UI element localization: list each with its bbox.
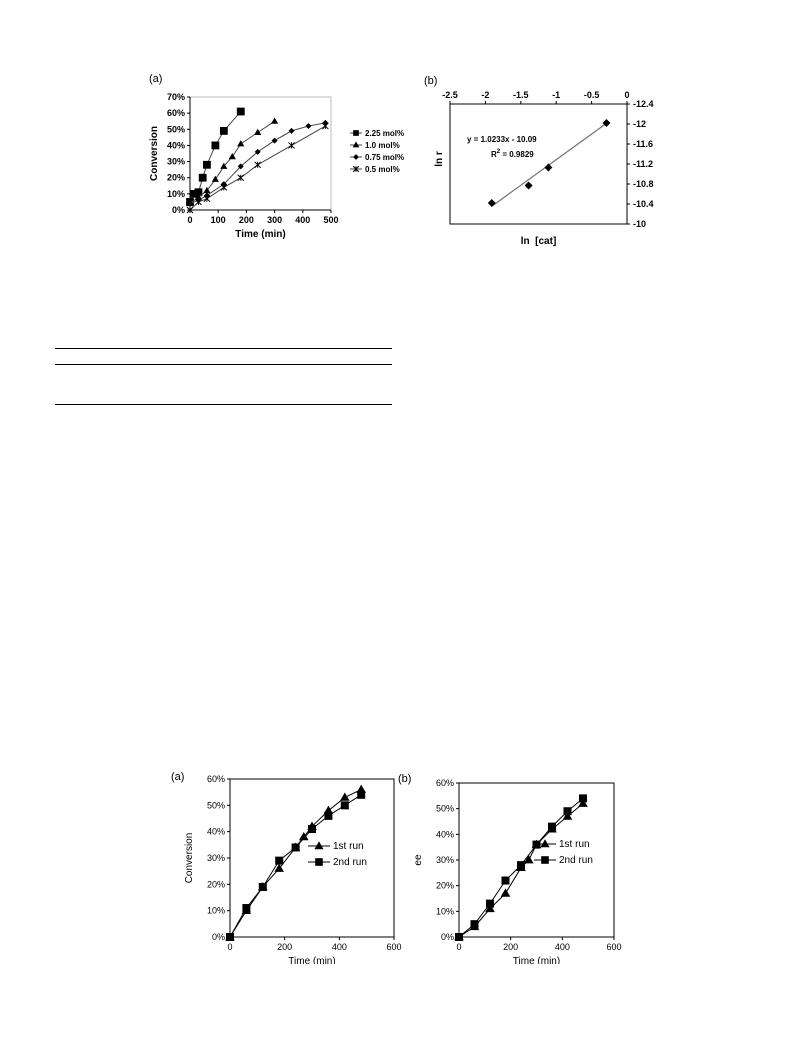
data-point: [341, 801, 349, 809]
y-tick-label: 0%: [440, 932, 454, 942]
data-point: [533, 841, 541, 849]
y-tick-label: 20%: [166, 172, 185, 183]
y-tick-label: 10%: [166, 188, 185, 199]
y-tick-label: 60%: [206, 774, 225, 784]
x-tick-label: 400: [331, 942, 347, 952]
y-axis-title: Conversion: [149, 125, 160, 182]
y-tick-label: 20%: [435, 880, 454, 891]
x-tick-label: -2: [481, 90, 490, 100]
data-point: [471, 920, 479, 928]
y-tick-label: 40%: [206, 826, 225, 837]
y-tick-label: 40%: [166, 140, 185, 151]
y-tick-label: 40%: [435, 829, 454, 840]
chart-svg: [398, 764, 628, 964]
data-point: [564, 807, 572, 815]
y-tick-label: 60%: [435, 778, 454, 788]
chart-recycle-ee: [398, 764, 628, 969]
y-tick-label: -12: [633, 119, 647, 129]
data-point: [324, 812, 332, 820]
data-point: [357, 791, 365, 799]
chart-svg: [168, 764, 408, 964]
legend-label: 1.0 mol%: [365, 141, 400, 150]
y-axis-title: ee: [413, 854, 424, 866]
x-axis-title: ln [cat]: [520, 236, 557, 247]
data-point: [242, 904, 250, 912]
data-point: [237, 108, 245, 116]
data-point: [544, 164, 552, 172]
y-tick-label: -10.8: [633, 179, 654, 189]
data-point: [305, 123, 311, 129]
x-tick-label: -1.5: [513, 90, 529, 100]
data-point: [204, 196, 210, 202]
x-tick-label: 100: [210, 215, 226, 225]
y-tick-label: -12.4: [633, 99, 654, 109]
data-point: [237, 140, 244, 146]
x-tick-label: 600: [386, 942, 402, 952]
legend-marker: [314, 841, 323, 849]
panel-label: (b): [424, 75, 438, 87]
chart-ln-rate-vs-ln-cat: [418, 70, 658, 255]
data-point: [502, 877, 510, 885]
y-tick-label: 30%: [435, 855, 454, 865]
y-axis-title: Conversion: [184, 832, 195, 884]
data-point: [255, 162, 261, 168]
y-tick-label: 30%: [206, 853, 225, 863]
x-tick-label: -1: [552, 90, 561, 100]
data-point: [517, 861, 525, 869]
data-point: [548, 823, 556, 831]
x-tick-label: -0.5: [583, 90, 600, 100]
data-point: [308, 825, 316, 833]
data-point: [272, 138, 278, 144]
y-tick-label: -10.4: [633, 199, 654, 209]
x-tick-label: 400: [295, 215, 311, 225]
data-point: [220, 127, 228, 135]
y-tick-label: 70%: [166, 92, 185, 102]
chart-svg: [418, 70, 658, 250]
x-axis-title: Time (min): [512, 956, 561, 964]
table-bottom-rule: [55, 404, 392, 405]
table-top-rule: [55, 348, 392, 349]
r-squared: $R^2 = 0.9829$: [491, 149, 534, 159]
x-tick-label: 0: [624, 90, 630, 100]
x-tick-label: 500: [323, 215, 339, 225]
panel-label: (b): [398, 773, 412, 785]
plot-area: [230, 779, 394, 937]
x-tick-label: 0: [187, 215, 193, 225]
legend-label: 2nd run: [559, 855, 593, 866]
legend-marker: [315, 858, 323, 866]
legend-marker: [353, 130, 359, 136]
legend-marker: [353, 141, 360, 147]
legend-marker: [353, 154, 359, 160]
data-point: [486, 900, 494, 908]
legend-marker: [541, 856, 549, 864]
x-tick-label: 300: [267, 215, 283, 225]
y-tick-label: 50%: [166, 124, 185, 135]
legend-label: 0.5 mol%: [365, 165, 400, 174]
chart-svg: [140, 70, 420, 250]
x-axis-title: Time (min): [288, 956, 336, 964]
y-tick-label: -11.6: [633, 139, 654, 149]
data-point: [455, 933, 463, 941]
data-point: [275, 857, 283, 865]
legend-label: 2nd run: [333, 857, 367, 868]
data-point: [195, 199, 201, 205]
data-point: [292, 843, 300, 851]
chart-recycle-conversion: [168, 764, 408, 969]
y-tick-label: 60%: [166, 108, 185, 119]
data-point: [226, 933, 234, 941]
x-tick-label: 600: [606, 942, 622, 952]
x-tick-label: 200: [503, 942, 519, 952]
panel-label: (a): [149, 73, 163, 85]
chart-conversion-catalyst-loading: [140, 70, 420, 255]
x-axis-title: Time (min): [235, 229, 286, 240]
data-point: [501, 888, 511, 896]
data-point: [211, 142, 219, 150]
panel-label: (a): [171, 771, 185, 783]
x-tick-label: 0: [227, 942, 233, 952]
y-tick-label: 20%: [206, 879, 225, 890]
x-tick-label: 200: [238, 215, 254, 225]
data-point: [271, 117, 278, 123]
legend-label: 0.75 mol%: [365, 153, 405, 162]
data-point: [579, 794, 587, 802]
data-point: [221, 184, 227, 190]
data-point: [254, 129, 261, 135]
data-point: [340, 792, 350, 800]
table-header-rule: [55, 364, 392, 365]
y-tick-label: -10: [633, 219, 647, 229]
legend-label: 1st run: [559, 839, 590, 850]
data-point: [259, 883, 267, 891]
data-point: [322, 123, 328, 129]
y-tick-label: 0%: [171, 205, 185, 215]
x-tick-label: 0: [456, 942, 462, 952]
data-point: [289, 128, 295, 134]
legend-label: 1st run: [333, 841, 364, 852]
legend-marker: [540, 839, 549, 847]
data-point: [199, 174, 207, 182]
y-tick-label: 50%: [206, 800, 225, 811]
data-point: [203, 161, 211, 169]
y-tick-label: 10%: [435, 906, 454, 917]
data-point: [525, 182, 533, 190]
x-tick-label: 400: [554, 942, 570, 952]
data-point: [238, 175, 244, 181]
x-tick-label: 200: [277, 942, 293, 952]
y-tick-label: 10%: [206, 905, 225, 916]
y-axis-title: ln r: [434, 151, 445, 167]
y-tick-label: 0%: [211, 932, 225, 942]
data-point: [212, 176, 219, 182]
plot-area: [450, 104, 627, 224]
y-tick-label: -11.2: [633, 159, 654, 169]
y-tick-label: 30%: [166, 156, 185, 167]
data-point: [229, 153, 236, 159]
fit-equation: y = 1.0233x - 10.09: [467, 135, 537, 144]
data-point: [488, 199, 496, 207]
legend-label: 2.25 mol%: [365, 129, 405, 138]
x-tick-label: -2.5: [442, 90, 458, 100]
data-point: [289, 142, 295, 148]
y-tick-label: 50%: [435, 803, 454, 814]
